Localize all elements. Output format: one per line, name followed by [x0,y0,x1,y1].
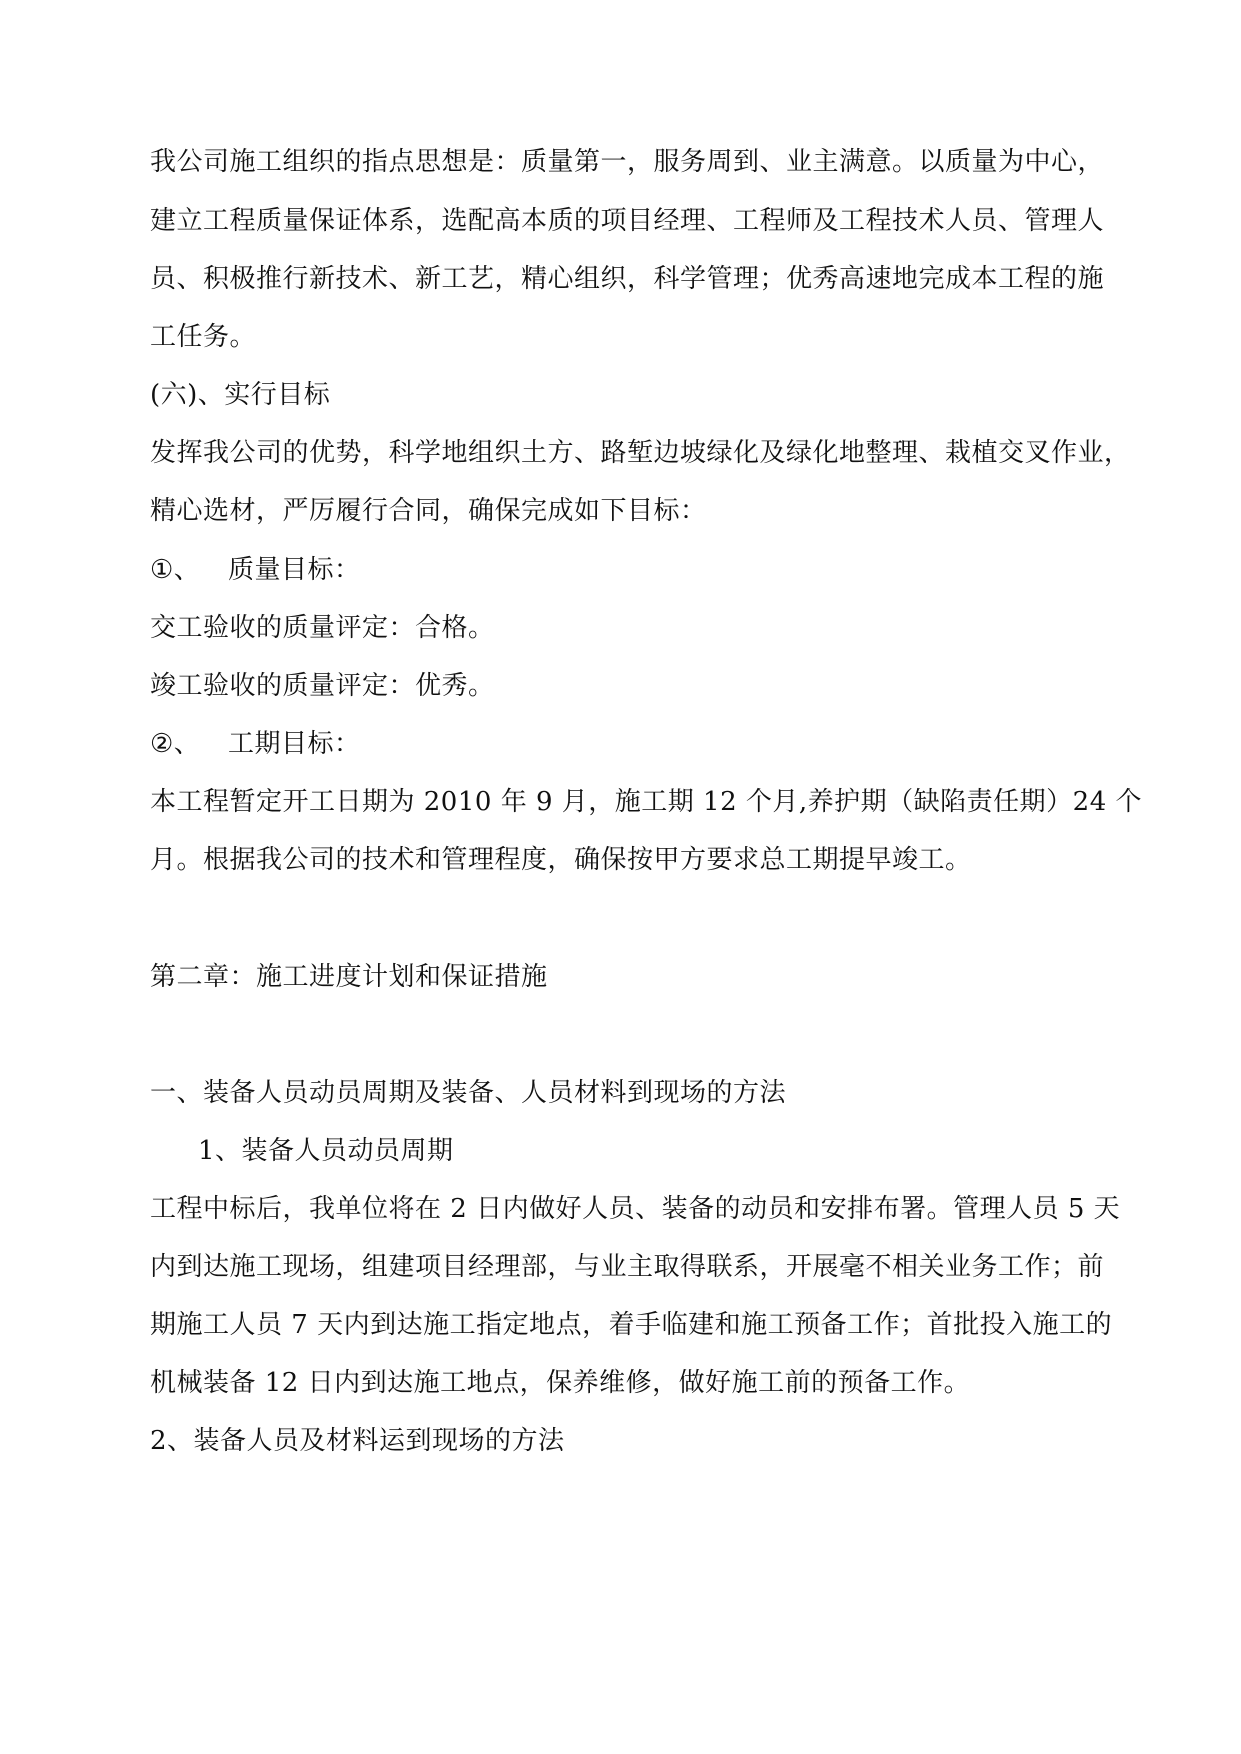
list-number: ①、 [150,555,201,585]
chapter-title: 第二章：施工进度计划和保证措施 [150,962,548,992]
paragraph-line: 月。根据我公司的技术和管理程度，确保按甲方要求总工期提早竣工。 [150,845,972,875]
paragraph-line: 内到达施工现场，组建项目经理部，与业主取得联系，开展毫不相关业务工作；前 [150,1252,1105,1282]
paragraph-line: 员、积极推行新技术、新工艺，精心组织，科学管理；优秀高速地完成本工程的施 [150,264,1105,294]
paragraph-line: 本工程暂定开工日期为 2010 年 9 月，施工期 12 个月,养护期（缺陷责任期）24 个 [150,787,1142,817]
paragraph-line: 建立工程质量保证体系，选配高本质的项目经理、工程师及工程技术人员、管理人 [150,206,1105,236]
list-label: 工期目标： [228,729,361,759]
paragraph-line: 交工验收的质量评定：合格。 [150,613,495,643]
paragraph-line: 工程中标后，我单位将在 2 日内做好人员、装备的动员和安排布署。管理人员 5 天 [150,1194,1121,1224]
paragraph-line: 发挥我公司的优势，科学地组织土方、路堑边坡绿化及绿化地整理、栽植交叉作业， [150,438,1131,468]
paragraph-line: 机械装备 12 日内到达施工地点，保养维修，做好施工前的预备工作。 [150,1368,971,1398]
schedule-target-heading [150,729,361,759]
paragraph-line: 竣工验收的质量评定：优秀。 [150,671,495,701]
section-title: 一、装备人员动员周期及装备、人员材料到现场的方法 [150,1078,787,1108]
paragraph-line: 期施工人员 7 天内到达施工指定地点，着手临建和施工预备工作；首批投入施工的 [150,1310,1113,1340]
paragraph-line: 工任务。 [150,322,257,352]
quality-target-heading [150,555,361,585]
paragraph-line: 我公司施工组织的指点思想是：质量第一，服务周到、业主满意。以质量为中心， [150,147,1105,177]
section-heading: (六)、实行目标 [150,380,331,410]
subsection-title: 1、装备人员动员周期 [198,1136,454,1166]
subsection-title: 2、装备人员及材料运到现场的方法 [150,1426,565,1456]
list-number: ②、 [150,729,201,759]
list-label: 质量目标： [228,555,361,585]
paragraph-line: 精心选材，严厉履行合同，确保完成如下目标： [150,496,707,526]
